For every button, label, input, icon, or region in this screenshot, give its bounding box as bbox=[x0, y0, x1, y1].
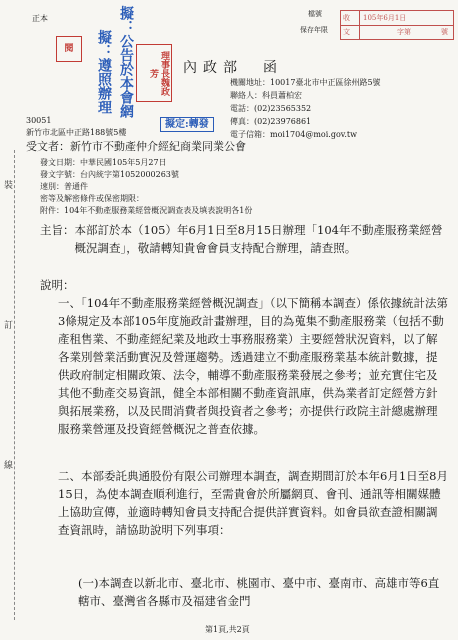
secrecy: 密等及解密條件或保密期限： bbox=[40, 194, 144, 203]
received-label: 收 bbox=[343, 14, 350, 22]
agency-title: 內政部 函 bbox=[183, 60, 283, 76]
subject-block bbox=[40, 221, 450, 257]
description-item-3: (一)本調查以新北市、臺北市、桃園市、臺中市、臺南市、高雄市等6直轄市、臺灣省各縣市及福建省金門 bbox=[78, 576, 440, 608]
margin-char-1: 裝 bbox=[4, 181, 14, 191]
received-date: 105年6月1日 bbox=[363, 14, 407, 22]
subject-label: 主旨： bbox=[40, 223, 75, 237]
recipient-address: 新竹市北區中正路188號5樓 bbox=[26, 128, 127, 137]
copy-label: 正本 bbox=[32, 14, 48, 23]
receipt-box bbox=[340, 10, 454, 40]
retention-label: 保存年限 bbox=[300, 26, 328, 34]
issue-number: 發文字號：台內統字第1052000263號 bbox=[40, 170, 179, 179]
doc-word: 字第 bbox=[397, 28, 411, 36]
contact-person: 聯絡人：科員蕭柏宏 bbox=[230, 91, 302, 100]
speed: 速別：普通件 bbox=[40, 182, 88, 191]
binding-line bbox=[14, 150, 15, 620]
margin-char-2: 訂 bbox=[4, 321, 14, 331]
fax: 傳真：(02)23976861 bbox=[230, 117, 312, 126]
description-item-2: 二、本部委託典通股份有限公司辦理本調查，調查期間訂於本年6月1日至8月15日，為使本調查順利進行，至需貴會於所屬網頁、會刊、通訊等相關媒體上協助宣傳，並適時轉知會員支持配合提供詳實資料。如會員欲查證相關調查資訊時，請協助說明下列事項： bbox=[58, 469, 448, 537]
approval-stamp-comply: 擬：遵照辦理 bbox=[96, 30, 112, 114]
agency-address: 機關地址：10017臺北市中正區徐州路5號 bbox=[230, 78, 381, 87]
issue-date: 發文日期：中華民國105年5月27日 bbox=[40, 158, 167, 167]
approval-stamp-publish: 擬：公告於本會網 bbox=[118, 6, 134, 118]
file-label: 檔號 bbox=[308, 10, 322, 18]
margin-char-3: 線 bbox=[4, 461, 14, 471]
description-item-1: 一、「104年不動產服務業經營概況調查」（以下簡稱本調查）係依據統計法第3條規定及本部105年度施政計畫辦理，目的為蒐集不動產服務業（包括不動產租售業、不動產經紀業及地政士事務服務業）主要經營狀況資料，以了解各業別營業活動實況及營運趨勢。透過建立不動產服務業基本統計數據，提供政府制定相關政策、法令，輔導不動產服務業發展之參考；並充實住宅及其他不動產交易資訊，健全本部相關不動產資訊庫，供為業者訂定經營方針與拓展業務，以及民間消費者與投資者之參考；亦提供行政院主計總處辦理服務業營運及投資經營概況之普查依據。 bbox=[58, 296, 448, 436]
phone: 電話：(02)23565352 bbox=[230, 104, 312, 113]
seal-stamp: 閱 bbox=[56, 36, 82, 62]
attachments: 附件：104年不動產服務業經營概況調查表及填表說明各1份 bbox=[40, 206, 253, 215]
email: 電子信箱：moi1704@moi.gov.tw bbox=[230, 130, 357, 139]
chairman-stamp: 理事長魏政芳 bbox=[136, 44, 172, 102]
zip-code: 30051 bbox=[26, 116, 52, 125]
recipient: 受文者：新竹市不動產仲介經紀商業同業公會 bbox=[26, 140, 246, 153]
doc-no-suffix: 號 bbox=[441, 28, 448, 36]
doc-label: 文 bbox=[343, 28, 350, 36]
subject-text: 本部訂於本（105）年6月1日至8月15日辦理「104年不動產服務業經營概況調查」，敬請轉知貴會會員支持配合辦理，請查照。 bbox=[74, 223, 443, 255]
page-footer: 第1頁,共2頁 bbox=[205, 625, 250, 634]
forward-stamp: 擬定:轉發 bbox=[160, 117, 214, 132]
description-label: 說明： bbox=[40, 278, 75, 292]
